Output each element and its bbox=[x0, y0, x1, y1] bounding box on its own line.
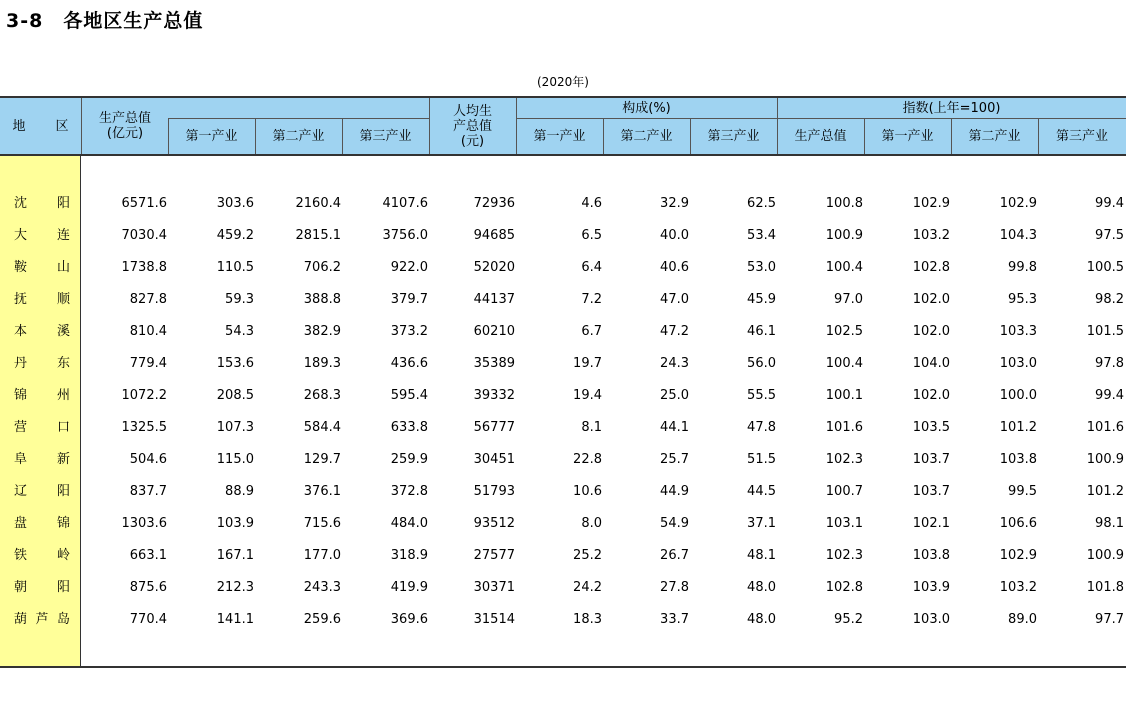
cell-gdp: 770.4 bbox=[129, 612, 167, 627]
year-note: (2020年) bbox=[537, 75, 589, 89]
cell-comp-secondary: 40.6 bbox=[660, 260, 689, 275]
region-name-char: 丹 bbox=[14, 356, 28, 371]
cell-gdp: 1303.6 bbox=[121, 516, 167, 531]
table-row bbox=[0, 540, 1126, 572]
table-row bbox=[0, 380, 1126, 412]
cell-tertiary: 369.6 bbox=[390, 612, 428, 627]
cell-tertiary: 436.6 bbox=[390, 356, 428, 371]
cell-secondary: 189.3 bbox=[303, 356, 341, 371]
cell-per-capita: 60210 bbox=[473, 324, 515, 339]
cell-idx-primary: 102.8 bbox=[912, 260, 950, 275]
cell-secondary: 2160.4 bbox=[295, 196, 341, 211]
cell-comp-tertiary: 46.1 bbox=[747, 324, 776, 339]
cell-idx-tertiary: 97.5 bbox=[1095, 228, 1124, 243]
cell-per-capita: 72936 bbox=[473, 196, 515, 211]
cell-idx-secondary: 89.0 bbox=[1008, 612, 1037, 627]
cell-idx-tertiary: 101.6 bbox=[1086, 420, 1124, 435]
cell-gdp: 1738.8 bbox=[121, 260, 167, 275]
header-region-char-1: 地 bbox=[12, 118, 26, 134]
cell-idx-gdp: 100.9 bbox=[825, 228, 863, 243]
cell-gdp: 827.8 bbox=[129, 292, 167, 307]
region-name bbox=[14, 412, 70, 444]
table-row bbox=[0, 604, 1126, 636]
cell-idx-secondary: 99.5 bbox=[1008, 484, 1037, 499]
cell-idx-gdp: 101.6 bbox=[825, 420, 863, 435]
cell-idx-tertiary: 97.7 bbox=[1095, 612, 1124, 627]
cell-comp-primary: 8.1 bbox=[581, 420, 602, 435]
cell-comp-tertiary: 48.1 bbox=[747, 548, 776, 563]
cell-tertiary: 633.8 bbox=[390, 420, 428, 435]
table-row bbox=[0, 252, 1126, 284]
cell-idx-gdp: 102.3 bbox=[825, 452, 863, 467]
header-divider bbox=[429, 98, 430, 154]
header-tertiary: 第三产业 bbox=[359, 128, 412, 144]
cell-idx-secondary: 103.8 bbox=[999, 452, 1037, 467]
header-divider bbox=[516, 98, 517, 154]
cell-primary: 153.6 bbox=[216, 356, 254, 371]
cell-comp-primary: 19.4 bbox=[573, 388, 602, 403]
cell-gdp: 779.4 bbox=[129, 356, 167, 371]
cell-comp-secondary: 32.9 bbox=[660, 196, 689, 211]
table-row bbox=[0, 572, 1126, 604]
cell-idx-secondary: 101.2 bbox=[999, 420, 1037, 435]
cell-comp-tertiary: 37.1 bbox=[747, 516, 776, 531]
cell-idx-tertiary: 99.4 bbox=[1095, 388, 1124, 403]
cell-primary: 59.3 bbox=[225, 292, 254, 307]
cell-idx-primary: 102.9 bbox=[912, 196, 950, 211]
region-name bbox=[14, 284, 70, 316]
cell-idx-tertiary: 98.2 bbox=[1095, 292, 1124, 307]
header-divider bbox=[777, 98, 778, 154]
cell-primary: 303.6 bbox=[216, 196, 254, 211]
region-name-char: 岛 bbox=[56, 612, 70, 627]
cell-idx-tertiary: 98.1 bbox=[1095, 516, 1124, 531]
region-name-char: 锦 bbox=[14, 388, 28, 403]
cell-tertiary: 922.0 bbox=[390, 260, 428, 275]
region-name-char: 连 bbox=[56, 228, 70, 243]
cell-per-capita: 27577 bbox=[473, 548, 515, 563]
cell-idx-gdp: 102.5 bbox=[825, 324, 863, 339]
table-row bbox=[0, 508, 1126, 540]
header-divider bbox=[168, 118, 169, 154]
cell-idx-primary: 103.0 bbox=[912, 612, 950, 627]
cell-comp-secondary: 54.9 bbox=[660, 516, 689, 531]
table-bottom-rule bbox=[0, 666, 1126, 668]
header-index: 指数(上年=100) bbox=[902, 100, 1001, 116]
cell-idx-primary: 104.0 bbox=[912, 356, 950, 371]
cell-comp-tertiary: 51.5 bbox=[747, 452, 776, 467]
cell-primary: 459.2 bbox=[216, 228, 254, 243]
cell-per-capita: 56777 bbox=[473, 420, 515, 435]
cell-secondary: 2815.1 bbox=[295, 228, 341, 243]
cell-comp-tertiary: 48.0 bbox=[747, 580, 776, 595]
cell-comp-secondary: 33.7 bbox=[660, 612, 689, 627]
cell-tertiary: 318.9 bbox=[390, 548, 428, 563]
cell-idx-gdp: 100.7 bbox=[825, 484, 863, 499]
cell-idx-primary: 102.0 bbox=[912, 292, 950, 307]
cell-primary: 54.3 bbox=[225, 324, 254, 339]
cell-comp-secondary: 24.3 bbox=[660, 356, 689, 371]
cell-comp-tertiary: 56.0 bbox=[747, 356, 776, 371]
cell-idx-tertiary: 97.8 bbox=[1095, 356, 1124, 371]
cell-secondary: 382.9 bbox=[303, 324, 341, 339]
header-divider bbox=[342, 118, 343, 154]
header-idx-primary: 第一产业 bbox=[881, 128, 934, 144]
header-divider bbox=[690, 118, 691, 154]
cell-comp-secondary: 40.0 bbox=[660, 228, 689, 243]
region-name-char: 口 bbox=[56, 420, 70, 435]
cell-idx-primary: 102.0 bbox=[912, 388, 950, 403]
cell-idx-secondary: 103.0 bbox=[999, 356, 1037, 371]
cell-idx-secondary: 95.3 bbox=[1008, 292, 1037, 307]
cell-comp-secondary: 27.8 bbox=[660, 580, 689, 595]
cell-secondary: 177.0 bbox=[303, 548, 341, 563]
cell-comp-primary: 24.2 bbox=[573, 580, 602, 595]
cell-per-capita: 30371 bbox=[473, 580, 515, 595]
cell-idx-secondary: 104.3 bbox=[999, 228, 1037, 243]
cell-primary: 208.5 bbox=[216, 388, 254, 403]
cell-idx-tertiary: 101.8 bbox=[1086, 580, 1124, 595]
cell-idx-secondary: 102.9 bbox=[999, 548, 1037, 563]
region-name bbox=[14, 604, 70, 636]
cell-tertiary: 373.2 bbox=[390, 324, 428, 339]
region-name-char: 东 bbox=[56, 356, 70, 371]
cell-comp-tertiary: 44.5 bbox=[747, 484, 776, 499]
region-name-char: 朝 bbox=[14, 580, 28, 595]
header-gdp bbox=[82, 98, 168, 154]
cell-comp-tertiary: 47.8 bbox=[747, 420, 776, 435]
cell-tertiary: 379.7 bbox=[390, 292, 428, 307]
cell-idx-secondary: 102.9 bbox=[999, 196, 1037, 211]
cell-idx-secondary: 103.3 bbox=[999, 324, 1037, 339]
cell-per-capita: 52020 bbox=[473, 260, 515, 275]
cell-comp-primary: 4.6 bbox=[581, 196, 602, 211]
cell-comp-tertiary: 62.5 bbox=[747, 196, 776, 211]
cell-comp-primary: 19.7 bbox=[573, 356, 602, 371]
region-name-char: 州 bbox=[56, 388, 70, 403]
cell-comp-primary: 18.3 bbox=[573, 612, 602, 627]
cell-tertiary: 4107.6 bbox=[382, 196, 428, 211]
cell-idx-gdp: 100.1 bbox=[825, 388, 863, 403]
cell-idx-primary: 103.2 bbox=[912, 228, 950, 243]
region-name-char: 阜 bbox=[14, 452, 28, 467]
region-name bbox=[14, 220, 70, 252]
cell-idx-gdp: 97.0 bbox=[834, 292, 863, 307]
cell-idx-primary: 103.8 bbox=[912, 548, 950, 563]
table-header bbox=[0, 96, 1126, 156]
region-name-char: 鞍 bbox=[14, 260, 28, 275]
cell-per-capita: 30451 bbox=[473, 452, 515, 467]
cell-gdp: 810.4 bbox=[129, 324, 167, 339]
cell-idx-tertiary: 101.5 bbox=[1086, 324, 1124, 339]
cell-comp-secondary: 44.9 bbox=[660, 484, 689, 499]
region-name bbox=[14, 572, 70, 604]
region-name bbox=[14, 540, 70, 572]
cell-gdp: 663.1 bbox=[129, 548, 167, 563]
cell-gdp: 1325.5 bbox=[121, 420, 167, 435]
cell-per-capita: 51793 bbox=[473, 484, 515, 499]
cell-comp-tertiary: 53.4 bbox=[747, 228, 776, 243]
cell-comp-tertiary: 48.0 bbox=[747, 612, 776, 627]
cell-idx-tertiary: 99.4 bbox=[1095, 196, 1124, 211]
header-per-capita-line2: 产总值 bbox=[452, 118, 492, 134]
cell-comp-primary: 8.0 bbox=[581, 516, 602, 531]
region-name-char: 山 bbox=[56, 260, 70, 275]
cell-idx-primary: 102.1 bbox=[912, 516, 950, 531]
region-name-char: 新 bbox=[56, 452, 70, 467]
region-name-char: 阳 bbox=[56, 196, 70, 211]
cell-primary: 103.9 bbox=[216, 516, 254, 531]
header-per-capita bbox=[429, 98, 516, 154]
cell-idx-gdp: 102.8 bbox=[825, 580, 863, 595]
cell-gdp: 504.6 bbox=[129, 452, 167, 467]
cell-comp-primary: 25.2 bbox=[573, 548, 602, 563]
header-gdp-line2: (亿元) bbox=[106, 126, 144, 141]
cell-primary: 107.3 bbox=[216, 420, 254, 435]
cell-gdp: 837.7 bbox=[129, 484, 167, 499]
region-name-char: 辽 bbox=[14, 484, 28, 499]
header-divider bbox=[951, 118, 952, 154]
table-row bbox=[0, 220, 1126, 252]
cell-comp-tertiary: 45.9 bbox=[747, 292, 776, 307]
cell-comp-primary: 6.5 bbox=[581, 228, 602, 243]
cell-tertiary: 419.9 bbox=[390, 580, 428, 595]
cell-per-capita: 39332 bbox=[473, 388, 515, 403]
cell-idx-gdp: 100.4 bbox=[825, 260, 863, 275]
cell-tertiary: 595.4 bbox=[390, 388, 428, 403]
region-name-char: 盘 bbox=[14, 516, 28, 531]
cell-idx-tertiary: 100.5 bbox=[1086, 260, 1124, 275]
region-name-char: 锦 bbox=[56, 516, 70, 531]
header-per-capita-line1: 人均生 bbox=[452, 103, 492, 119]
cell-per-capita: 35389 bbox=[473, 356, 515, 371]
table-row bbox=[0, 284, 1126, 316]
cell-idx-secondary: 103.2 bbox=[999, 580, 1037, 595]
header-region bbox=[0, 98, 81, 154]
cell-secondary: 268.3 bbox=[303, 388, 341, 403]
header-comp-secondary: 第二产业 bbox=[620, 128, 673, 144]
table-row bbox=[0, 348, 1126, 380]
cell-secondary: 376.1 bbox=[303, 484, 341, 499]
table-row bbox=[0, 476, 1126, 508]
cell-primary: 115.0 bbox=[216, 452, 254, 467]
header-idx-gdp: 生产总值 bbox=[794, 128, 847, 144]
header-divider bbox=[168, 118, 429, 119]
cell-comp-secondary: 25.0 bbox=[660, 388, 689, 403]
region-name-char: 芦 bbox=[35, 612, 49, 627]
header-divider bbox=[1038, 118, 1039, 154]
cell-comp-primary: 22.8 bbox=[573, 452, 602, 467]
cell-per-capita: 31514 bbox=[473, 612, 515, 627]
header-per-capita-line3: (元) bbox=[460, 133, 485, 149]
region-name-char: 大 bbox=[14, 228, 28, 243]
table-row bbox=[0, 188, 1126, 220]
cell-idx-secondary: 99.8 bbox=[1008, 260, 1037, 275]
region-name bbox=[14, 348, 70, 380]
table-row bbox=[0, 444, 1126, 476]
cell-comp-secondary: 25.7 bbox=[660, 452, 689, 467]
header-divider bbox=[603, 118, 604, 154]
cell-idx-tertiary: 100.9 bbox=[1086, 452, 1124, 467]
region-name bbox=[14, 316, 70, 348]
cell-secondary: 243.3 bbox=[303, 580, 341, 595]
cell-comp-primary: 6.7 bbox=[581, 324, 602, 339]
cell-comp-secondary: 26.7 bbox=[660, 548, 689, 563]
header-region-char-2: 区 bbox=[55, 118, 69, 134]
region-name-char: 葫 bbox=[14, 612, 28, 627]
region-name bbox=[14, 380, 70, 412]
region-name bbox=[14, 188, 70, 220]
region-name-char: 营 bbox=[14, 420, 28, 435]
region-name-char: 阳 bbox=[56, 580, 70, 595]
header-comp-primary: 第一产业 bbox=[533, 128, 586, 144]
cell-idx-gdp: 100.4 bbox=[825, 356, 863, 371]
cell-gdp: 6571.6 bbox=[121, 196, 167, 211]
header-primary: 第一产业 bbox=[185, 128, 238, 144]
cell-primary: 167.1 bbox=[216, 548, 254, 563]
cell-per-capita: 93512 bbox=[473, 516, 515, 531]
cell-idx-secondary: 100.0 bbox=[999, 388, 1037, 403]
region-name-char: 抚 bbox=[14, 292, 28, 307]
cell-comp-primary: 6.4 bbox=[581, 260, 602, 275]
region-name-char: 岭 bbox=[56, 548, 70, 563]
cell-tertiary: 484.0 bbox=[390, 516, 428, 531]
region-name-char: 铁 bbox=[14, 548, 28, 563]
header-comp-tertiary: 第三产业 bbox=[707, 128, 760, 144]
cell-idx-primary: 103.7 bbox=[912, 484, 950, 499]
cell-secondary: 259.6 bbox=[303, 612, 341, 627]
region-name-char: 阳 bbox=[56, 484, 70, 499]
cell-gdp: 7030.4 bbox=[121, 228, 167, 243]
page-title: 3-8 各地区生产总值 bbox=[6, 10, 204, 32]
cell-idx-primary: 103.7 bbox=[912, 452, 950, 467]
region-name bbox=[14, 476, 70, 508]
cell-gdp: 875.6 bbox=[129, 580, 167, 595]
region-name bbox=[14, 444, 70, 476]
cell-comp-tertiary: 53.0 bbox=[747, 260, 776, 275]
cell-secondary: 715.6 bbox=[303, 516, 341, 531]
cell-idx-gdp: 95.2 bbox=[834, 612, 863, 627]
region-name-char: 顺 bbox=[56, 292, 70, 307]
cell-idx-gdp: 102.3 bbox=[825, 548, 863, 563]
cell-secondary: 706.2 bbox=[303, 260, 341, 275]
cell-tertiary: 259.9 bbox=[390, 452, 428, 467]
cell-idx-gdp: 103.1 bbox=[825, 516, 863, 531]
cell-secondary: 129.7 bbox=[303, 452, 341, 467]
cell-comp-secondary: 47.2 bbox=[660, 324, 689, 339]
region-name bbox=[14, 252, 70, 284]
header-idx-tertiary: 第三产业 bbox=[1055, 128, 1108, 144]
cell-tertiary: 3756.0 bbox=[382, 228, 428, 243]
cell-gdp: 1072.2 bbox=[121, 388, 167, 403]
header-secondary: 第二产业 bbox=[272, 128, 325, 144]
cell-primary: 141.1 bbox=[216, 612, 254, 627]
table-row bbox=[0, 412, 1126, 444]
header-divider bbox=[81, 98, 82, 154]
header-divider bbox=[516, 118, 1126, 119]
cell-per-capita: 44137 bbox=[473, 292, 515, 307]
cell-per-capita: 94685 bbox=[473, 228, 515, 243]
cell-comp-tertiary: 55.5 bbox=[747, 388, 776, 403]
cell-idx-tertiary: 101.2 bbox=[1086, 484, 1124, 499]
cell-comp-primary: 7.2 bbox=[581, 292, 602, 307]
cell-idx-primary: 103.9 bbox=[912, 580, 950, 595]
cell-secondary: 584.4 bbox=[303, 420, 341, 435]
cell-idx-primary: 103.5 bbox=[912, 420, 950, 435]
header-gdp-line1: 生产总值 bbox=[98, 111, 151, 126]
cell-idx-gdp: 100.8 bbox=[825, 196, 863, 211]
header-divider bbox=[864, 118, 865, 154]
header-divider bbox=[255, 118, 256, 154]
region-name bbox=[14, 508, 70, 540]
cell-idx-tertiary: 100.9 bbox=[1086, 548, 1124, 563]
header-idx-secondary: 第二产业 bbox=[968, 128, 1021, 144]
cell-comp-secondary: 47.0 bbox=[660, 292, 689, 307]
cell-idx-primary: 102.0 bbox=[912, 324, 950, 339]
cell-primary: 110.5 bbox=[216, 260, 254, 275]
cell-comp-secondary: 44.1 bbox=[660, 420, 689, 435]
header-composition: 构成(%) bbox=[622, 100, 671, 116]
cell-secondary: 388.8 bbox=[303, 292, 341, 307]
region-name-char: 溪 bbox=[56, 324, 70, 339]
cell-primary: 212.3 bbox=[216, 580, 254, 595]
table-row bbox=[0, 316, 1126, 348]
region-name-char: 本 bbox=[14, 324, 28, 339]
cell-comp-primary: 10.6 bbox=[573, 484, 602, 499]
region-name-char: 沈 bbox=[14, 196, 28, 211]
cell-idx-secondary: 106.6 bbox=[999, 516, 1037, 531]
cell-primary: 88.9 bbox=[225, 484, 254, 499]
cell-tertiary: 372.8 bbox=[390, 484, 428, 499]
